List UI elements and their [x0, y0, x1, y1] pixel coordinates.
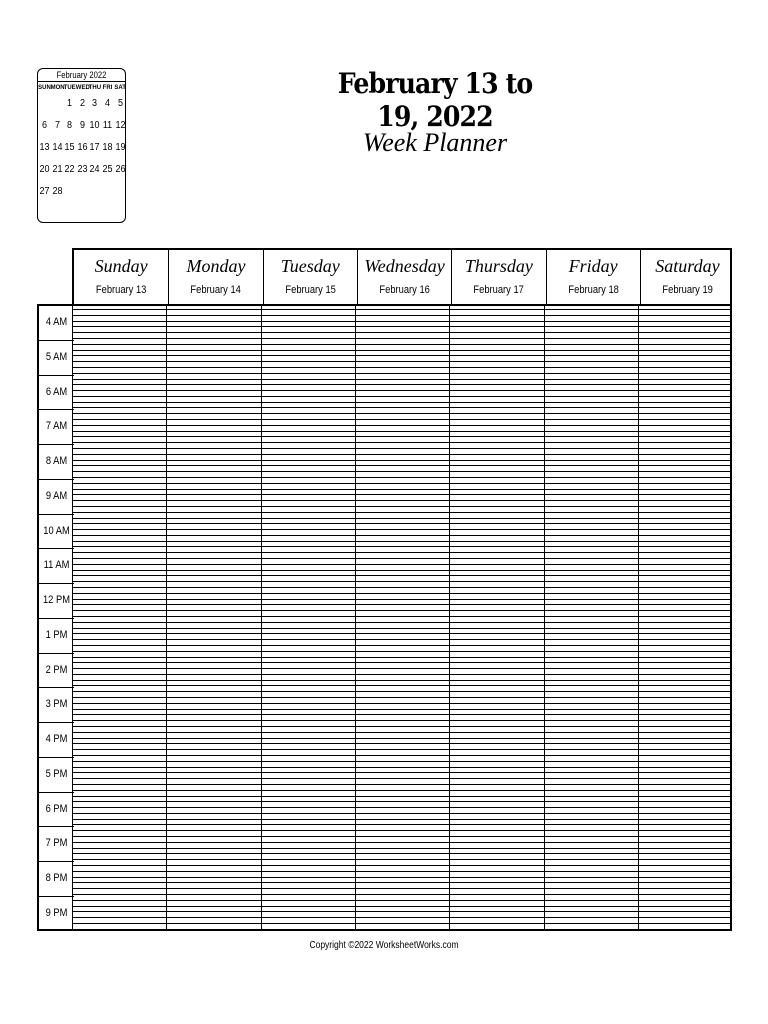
time-slot-line[interactable]: [72, 790, 732, 791]
mini-calendar-day: 15: [64, 142, 75, 153]
mini-calendar-day: 20: [39, 164, 50, 175]
time-slot-line[interactable]: [72, 523, 732, 524]
hour-divider: [39, 896, 74, 897]
time-slot-line[interactable]: [72, 564, 732, 565]
time-slot-line[interactable]: [72, 738, 732, 739]
hour-divider: [39, 479, 74, 480]
time-slot-line[interactable]: [72, 465, 732, 466]
time-slot-line[interactable]: [72, 384, 732, 385]
time-slot-line[interactable]: [72, 813, 732, 814]
time-slot-line[interactable]: [72, 807, 732, 808]
hour-divider: [39, 514, 74, 515]
hour-divider: [39, 618, 74, 619]
hour-divider: [39, 375, 74, 376]
time-slot-line[interactable]: [72, 610, 732, 611]
day-header-friday: [546, 250, 640, 306]
time-slot-line[interactable]: [72, 755, 732, 756]
time-slot-line[interactable]: [72, 500, 732, 501]
time-slot-line[interactable]: [72, 801, 732, 802]
mini-calendar-weekday: SAT: [114, 85, 126, 91]
time-slot-line[interactable]: [72, 732, 732, 733]
time-slot-line[interactable]: [72, 761, 732, 762]
time-slot-line[interactable]: [72, 326, 732, 327]
mini-calendar-weekday: WED: [75, 85, 90, 91]
mini-calendar-day: 2: [79, 98, 85, 109]
mini-calendar-weekday: TUE: [63, 85, 76, 91]
mini-calendar-weekday: FRI: [102, 85, 113, 91]
mini-calendar-day: 23: [77, 164, 88, 175]
hour-divider: [39, 826, 74, 827]
day-name: Thursday: [464, 256, 533, 276]
time-slot-line[interactable]: [72, 865, 732, 866]
mini-calendar: [37, 68, 126, 223]
time-slot-line[interactable]: [72, 657, 732, 658]
day-date: February 18: [567, 284, 619, 296]
time-slot-line[interactable]: [72, 906, 732, 907]
mini-calendar-day: 22: [64, 164, 75, 175]
time-slot-line[interactable]: [72, 413, 732, 414]
mini-calendar-day: 17: [89, 142, 100, 153]
day-header-row: [72, 248, 732, 304]
hour-divider: [39, 792, 74, 793]
mini-calendar-weekday: SUN: [38, 85, 51, 91]
time-slot-line[interactable]: [72, 911, 732, 912]
hour-label: 4 AM: [45, 316, 68, 328]
mini-calendar-day: 6: [41, 120, 48, 131]
hour-label: 5 PM: [45, 767, 68, 780]
time-slot-line[interactable]: [72, 836, 732, 837]
time-slot-line[interactable]: [72, 720, 732, 721]
time-slot-line[interactable]: [72, 604, 732, 605]
time-slot-line[interactable]: [72, 877, 732, 878]
mini-calendar-day: 19: [115, 142, 126, 153]
time-slot-line[interactable]: [72, 848, 732, 849]
day-date: February 15: [285, 284, 336, 296]
copyright-footer: Copyright ©2022 WorksheetWorks.com: [309, 940, 459, 951]
mini-calendar-day: 7: [54, 120, 60, 131]
hour-label: 11 AM: [43, 559, 70, 572]
hour-label: 8 PM: [45, 872, 68, 884]
time-slot-line[interactable]: [72, 535, 732, 536]
time-slot-line[interactable]: [72, 546, 732, 547]
time-slot-line[interactable]: [72, 778, 732, 779]
time-slot-line[interactable]: [72, 859, 732, 860]
mini-calendar-day: 18: [102, 142, 113, 153]
time-slot-line[interactable]: [72, 929, 732, 930]
time-slot-line[interactable]: [72, 355, 732, 356]
mini-calendar-weekday-row: [38, 83, 125, 93]
time-slot-line[interactable]: [72, 842, 732, 843]
day-header-sunday: [74, 250, 168, 306]
time-slot-line[interactable]: [72, 633, 732, 634]
time-slot-line[interactable]: [72, 622, 732, 623]
time-slot-line[interactable]: [72, 581, 732, 582]
time-slot-line[interactable]: [72, 431, 732, 432]
mini-calendar-title: February 2022: [56, 70, 107, 80]
day-header-thursday: [451, 250, 545, 306]
time-slot-line[interactable]: [72, 587, 732, 588]
time-slot-line[interactable]: [72, 703, 732, 704]
time-slot-line[interactable]: [72, 448, 732, 449]
mini-calendar-day: 27: [39, 186, 50, 197]
time-slot-line[interactable]: [72, 483, 732, 484]
time-slot-line[interactable]: [72, 489, 732, 490]
mini-calendar-day: 13: [39, 142, 50, 153]
day-name: Wednesday: [364, 256, 445, 276]
time-slot-line[interactable]: [72, 616, 732, 617]
time-slot-line[interactable]: [72, 541, 732, 542]
time-slot-line[interactable]: [72, 425, 732, 426]
time-slot-line[interactable]: [72, 882, 732, 883]
time-slot-line[interactable]: [72, 726, 732, 727]
day-header-wednesday: [357, 250, 451, 306]
hour-label: 5 AM: [45, 350, 68, 363]
time-slot-line[interactable]: [72, 680, 732, 681]
mini-calendar-day: 21: [52, 164, 63, 175]
hour-divider: [39, 653, 74, 654]
hour-divider: [39, 548, 74, 549]
time-slot-line[interactable]: [72, 714, 732, 715]
day-name: Sunday: [94, 256, 148, 276]
mini-calendar-day: 28: [52, 186, 63, 197]
day-name: Saturday: [655, 256, 720, 276]
hour-divider: [39, 340, 74, 341]
time-slot-line[interactable]: [72, 830, 732, 831]
mini-calendar-day: 11: [102, 120, 113, 131]
mini-calendar-day: 3: [92, 98, 98, 109]
mini-calendar-day: 25: [102, 164, 113, 175]
time-slot-line[interactable]: [72, 628, 732, 629]
mini-calendar-day: 16: [77, 142, 88, 153]
hour-label: 9 PM: [45, 906, 68, 919]
time-slot-line[interactable]: [72, 518, 732, 519]
time-slot-line[interactable]: [72, 442, 732, 443]
time-slot-line[interactable]: [72, 367, 732, 368]
mini-calendar-day: 9: [79, 120, 85, 131]
time-slot-line[interactable]: [72, 332, 732, 333]
day-header-monday: [168, 250, 262, 306]
day-header-saturday: [640, 250, 734, 306]
week-planner-grid: [37, 248, 732, 931]
time-slot-line[interactable]: [72, 552, 732, 553]
time-slot-line[interactable]: [72, 767, 732, 768]
time-slot-line[interactable]: [72, 917, 732, 918]
time-slot-line[interactable]: [72, 454, 732, 455]
time-slot-line[interactable]: [72, 309, 732, 310]
time-slot-line[interactable]: [72, 558, 732, 559]
time-slot-line[interactable]: [72, 570, 732, 571]
hour-label: 9 AM: [45, 489, 68, 502]
time-slot-line[interactable]: [72, 668, 732, 669]
time-slot-line[interactable]: [72, 350, 732, 351]
time-slot-line[interactable]: [72, 796, 732, 797]
time-slot-line[interactable]: [72, 743, 732, 744]
mini-calendar-day: 26: [115, 164, 126, 175]
time-slot-line[interactable]: [72, 338, 732, 339]
time-slot-line[interactable]: [72, 784, 732, 785]
time-slot-line[interactable]: [72, 685, 732, 686]
page-title: February 13 to 19, 2022: [337, 67, 533, 133]
mini-calendar-day: 14: [52, 142, 63, 153]
hour-label: 12 PM: [42, 594, 71, 606]
time-slot-line[interactable]: [72, 853, 732, 854]
time-slot-line[interactable]: [72, 697, 732, 698]
hour-label: 7 PM: [45, 837, 68, 850]
time-slot-line[interactable]: [72, 772, 732, 773]
time-slot-line[interactable]: [72, 749, 732, 750]
time-slot-line[interactable]: [72, 379, 732, 380]
hour-divider: [39, 687, 74, 688]
mini-calendar-day: 8: [67, 120, 73, 131]
day-date: February 13: [95, 284, 147, 296]
time-slot-line[interactable]: [72, 471, 732, 472]
time-slot-line[interactable]: [72, 645, 732, 646]
hour-label: 8 AM: [45, 455, 68, 467]
time-slot-line[interactable]: [72, 460, 732, 461]
time-slot-line[interactable]: [72, 396, 732, 397]
time-slot-line[interactable]: [72, 529, 732, 530]
mini-calendar-day: 4: [104, 98, 111, 109]
time-slot-line[interactable]: [72, 390, 732, 391]
time-slot-grid: [37, 304, 732, 931]
day-date: February 17: [473, 284, 525, 296]
time-slot-line[interactable]: [72, 361, 732, 362]
day-date: February 19: [662, 284, 713, 296]
time-slot-line[interactable]: [72, 315, 732, 316]
time-slot-line[interactable]: [72, 900, 732, 901]
time-slot-line[interactable]: [72, 923, 732, 924]
mini-calendar-weekday: MON: [50, 85, 65, 91]
time-slot-line[interactable]: [72, 593, 732, 594]
day-date: February 14: [190, 284, 242, 296]
time-slot-line[interactable]: [72, 824, 732, 825]
time-slot-line[interactable]: [72, 575, 732, 576]
time-slot-line[interactable]: [72, 871, 732, 872]
mini-calendar-day: 12: [115, 120, 126, 131]
time-slot-line[interactable]: [72, 419, 732, 420]
time-slot-line[interactable]: [72, 407, 732, 408]
hour-divider: [39, 444, 74, 445]
hour-label: 1 PM: [45, 628, 68, 641]
time-slot-line[interactable]: [72, 506, 732, 507]
hour-divider: [39, 409, 74, 410]
page-subtitle: Week Planner: [362, 128, 508, 157]
mini-calendar-day: 1: [67, 98, 73, 109]
hour-label: 6 AM: [45, 385, 68, 398]
time-slot-line[interactable]: [72, 436, 732, 437]
hour-label: 4 PM: [45, 733, 68, 745]
hour-label: 10 AM: [43, 524, 70, 537]
time-slot-line[interactable]: [72, 321, 732, 322]
time-slot-line[interactable]: [72, 344, 732, 345]
time-slot-line[interactable]: [72, 674, 732, 675]
mini-calendar-day: 5: [117, 98, 123, 109]
day-name: Friday: [568, 256, 618, 276]
time-slot-line[interactable]: [72, 477, 732, 478]
time-slot-line[interactable]: [72, 402, 732, 403]
hour-label: 2 PM: [45, 663, 68, 676]
hour-divider: [39, 722, 74, 723]
day-name: Tuesday: [280, 256, 340, 276]
hour-divider: [39, 861, 74, 862]
day-header-tuesday: [263, 250, 357, 306]
time-slot-line[interactable]: [72, 691, 732, 692]
time-slot-line[interactable]: [72, 894, 732, 895]
time-slot-line[interactable]: [72, 662, 732, 663]
hour-label: 6 PM: [45, 802, 68, 815]
mini-calendar-day: 24: [89, 164, 100, 175]
day-name: Monday: [186, 256, 246, 276]
hour-label: 7 AM: [45, 420, 68, 433]
time-slot-line[interactable]: [72, 888, 732, 889]
mini-calendar-day: 10: [89, 120, 100, 131]
mini-calendar-title-divider: [38, 81, 125, 82]
hour-divider: [39, 757, 74, 758]
time-slot-line[interactable]: [72, 599, 732, 600]
time-slot-line[interactable]: [72, 709, 732, 710]
time-slot-line[interactable]: [72, 639, 732, 640]
time-slot-line[interactable]: [72, 819, 732, 820]
time-slot-line[interactable]: [72, 373, 732, 374]
hour-label: 3 PM: [45, 698, 68, 711]
time-slot-line[interactable]: [72, 512, 732, 513]
day-date: February 16: [379, 284, 430, 296]
mini-calendar-weekday: THU: [88, 85, 102, 91]
hour-divider: [39, 583, 74, 584]
time-slot-line[interactable]: [72, 494, 732, 495]
time-slot-line[interactable]: [72, 651, 732, 652]
